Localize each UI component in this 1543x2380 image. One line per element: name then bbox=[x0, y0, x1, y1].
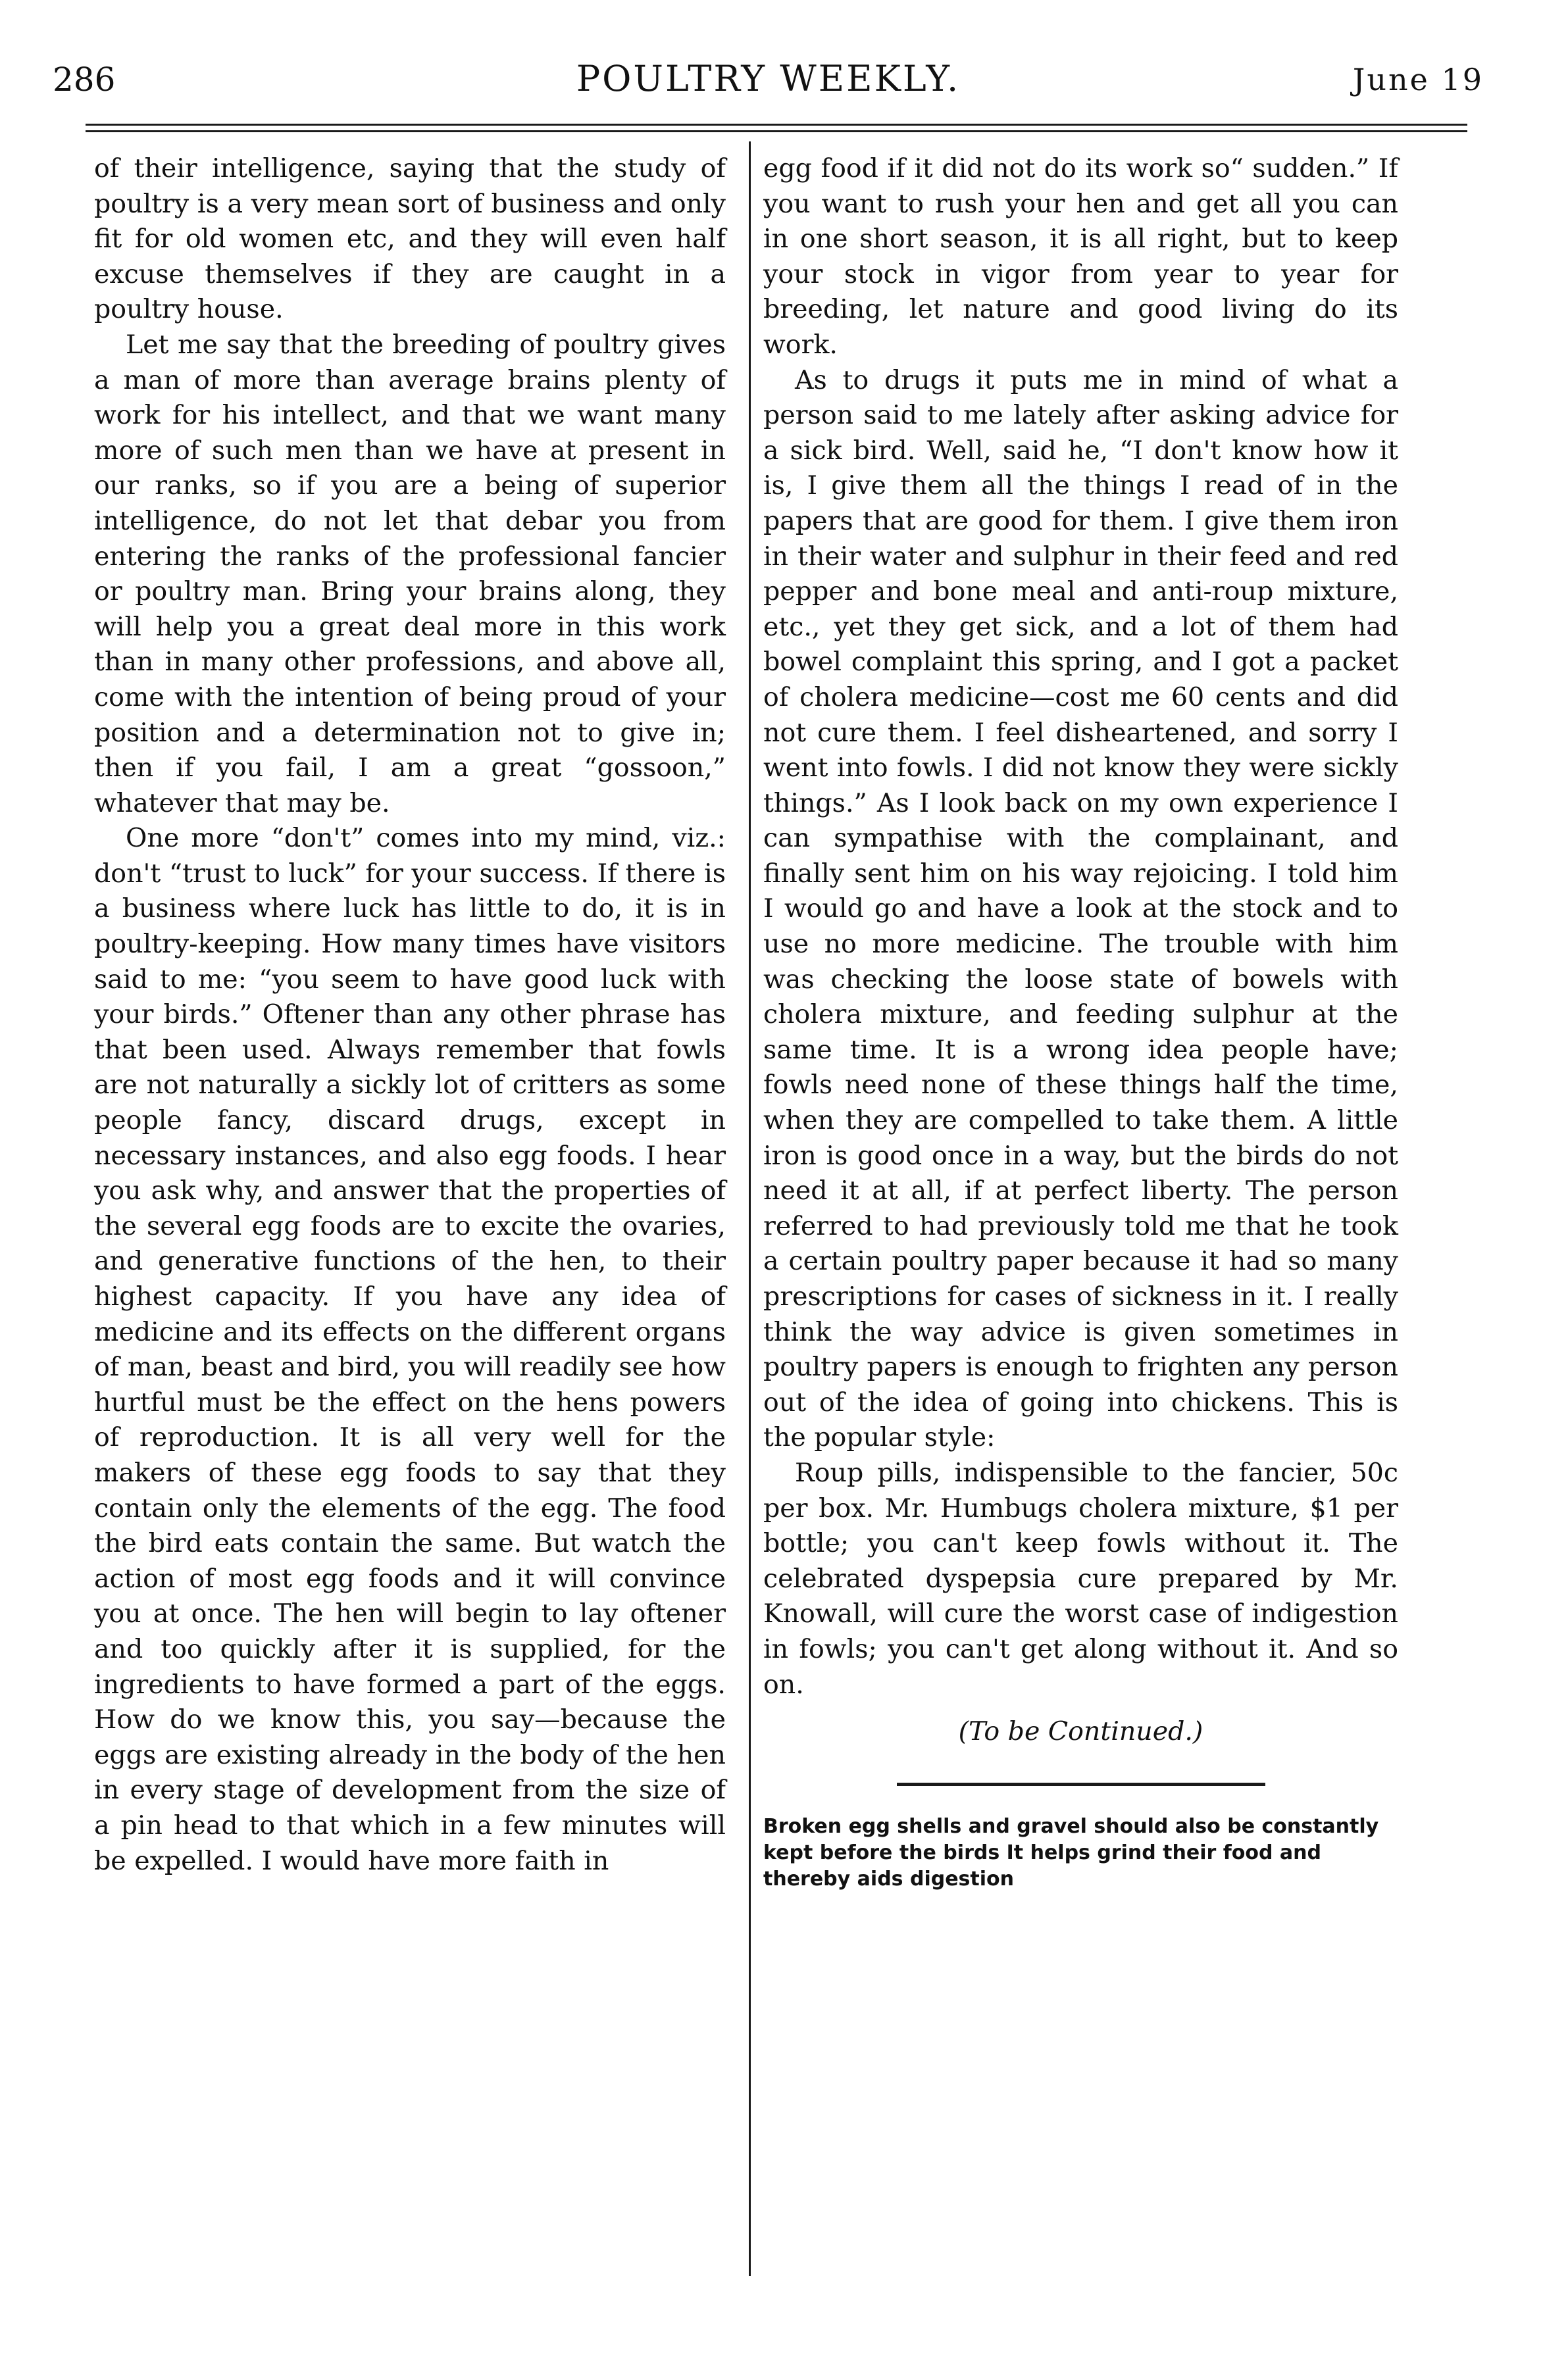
left-paragraph-2: Let me say that the breeding of poultry gives a man of more than average brains plenty of work for his intellect, and that we want many more of such men than we have at present in our ranks, so if you are a being of superior intelligence, do not let that debar you from entering the ranks of the professional fancier or poultry man. Bring your brains along, they will help you a great deal more in this work than in many other professions, and above all, come with the intention of being proud of your position and a determination not to give in; then if you fail, I am a great “gossoon,” whatever that may be. bbox=[94, 329, 726, 818]
right-paragraph-3: Roup pills, indispensible to the fancier, 50c per box. Mr. Humbugs cholera mixture, $1 per bottle; you can't keep fowls without it. The celebrated dyspepsia cure prepared by Mr. Knowall, will cure the worst case of indigestion in fowls; you can't get along without it. And so on. bbox=[763, 1457, 1398, 1700]
left-paragraph-3: One more “don't” comes into my mind, viz.: don't “trust to luck” for your success. If there is a business where luck has little to do, it is in poultry-keeping. How many times have visitors said to me: “you seem to have good luck with your birds.” Oftener than any other phrase has that been used. Always remember that fowls are not naturally a sickly lot of critters as some people fancy, discard drugs, except in necessary instances, and also egg foods. I hear you ask why, and answer that the properties of the several egg foods are to excite the ovaries, and generative functions of the hen, to their highest capacity. If you have any idea of medicine and its effects on the different organs of man, beast and bird, you will readily see how hurtful must be the effect on the hens powers of reproduction. It is all very well for the makers of these egg foods to say that they contain only the elements of the egg. The food the bird eats contain the same. But watch the action of most egg foods and it will convince you at once. The hen will begin to lay oftener and too quickly after it is supplied, for the ingredients to have formed a part of the eggs. How do we know this, you say—because the eggs are existing already in the body of the hen in every stage of development from the size of a pin head to that which in a few minutes will be expelled. I would have more faith in bbox=[94, 823, 726, 1876]
page-number: 286 bbox=[53, 61, 116, 99]
issue-date: June 19 bbox=[1352, 62, 1484, 97]
filler-note: Broken egg shells and gravel should also be constantly kept before the birds It helps grind their food and thereby aids digestion bbox=[763, 1814, 1379, 1891]
section-separator bbox=[897, 1783, 1265, 1786]
page-header bbox=[26, 53, 1510, 112]
right-paragraph-1: egg food if it did not do its work so“ sudden.” If you want to rush your hen and get all you can in one short season, it is all right, but to keep your stock in vigor from year to year for breeding, let nature and good living do its work. bbox=[763, 153, 1398, 360]
header-rule-bottom bbox=[86, 130, 1467, 132]
right-paragraph-2: As to drugs it puts me in mind of what a person said to me lately after asking advice for a sick bird. Well, said he, “I don't know how it is, I give them all the things I read of in the papers that are good for them. I give them iron in their water and sulphur in their feed and red pepper and bone meal and anti-roup mixture, etc., yet they get sick, and a lot of them had bowel complaint this spring, and I got a packet of cholera medicine—cost me 60 cents and did not cure them. I feel disheartened, and sorry I went into fowls. I did not know they were sickly things.” As I look back on my own experience I can sympathise with the complainant, and finally sent him on his way rejoicing. I told him I would go and have a look at the stock and to use no more medicine. The trouble with him was checking the loose state of bowels with cholera mixture, and feeding sulphur at the same time. It is a wrong idea people have; fowls need none of these things half the time, when they are compelled to take them. A little iron is good once in a way, but the birds do not need it at all, if at perfect liberty. The person referred to had previously told me that he took a certain poultry paper because it had so many prescriptions for cases of sickness in it. I really think the way advice is given sometimes in poultry papers is enough to frighten any person out of the idea of going into chickens. This is the popular style: bbox=[763, 364, 1398, 1453]
publication-title: POULTRY WEEKLY. bbox=[576, 58, 961, 99]
left-paragraph-1: of their intelligence, saying that the study of poultry is a very mean sort of business and only fit for old women etc, and they will even half excuse themselves if they are caught in a poultry house. bbox=[94, 153, 726, 325]
header-rule-top bbox=[86, 124, 1467, 126]
column-divider bbox=[749, 141, 751, 2276]
right-column bbox=[763, 151, 1398, 1893]
continued-notice: (To be Continued.) bbox=[958, 1716, 1203, 1747]
left-column bbox=[94, 151, 726, 1879]
